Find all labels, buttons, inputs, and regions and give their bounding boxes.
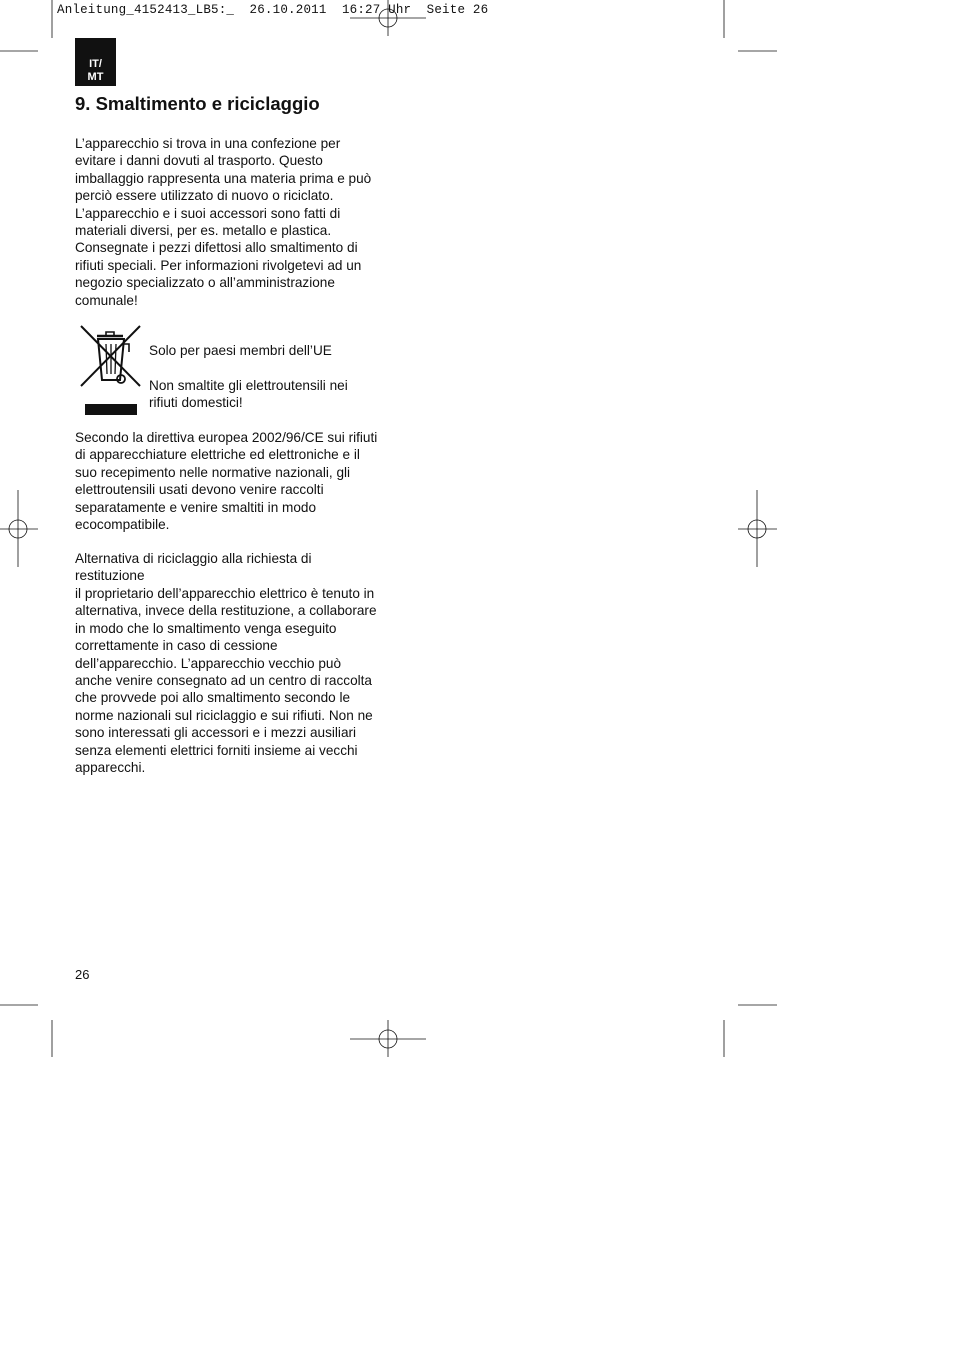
weee-underline-bar bbox=[85, 404, 137, 415]
registration-mark-left-icon bbox=[0, 490, 38, 567]
language-tab-line1: IT/ bbox=[89, 58, 102, 70]
print-slug: Anleitung_4152413_LB5:_ 26.10.2011 16:27 Uhr Seite 26 bbox=[57, 3, 489, 17]
language-tab-line2: MT bbox=[87, 71, 104, 83]
registration-mark-right-icon bbox=[738, 490, 777, 567]
alternative-body: il proprietario dell’apparecchio elettrico è tenuto in alternativa, invece della restituzione, a collaborare in modo che lo smaltimento venga eseguito correttamente in caso di cessione dell’apparecchio. L’apparecchio vecchio può anche venire consegnato ad un centro di raccolta che provvede poi allo smaltimento secondo le norme nazionali sul riciclaggio e sui rifiuti. Non ne sono interessati gli accessori e i mezzi ausiliari senza elementi elettrici forniti insieme ai vecchi apparecchi. bbox=[75, 586, 377, 776]
eu-only-notice: Solo per paesi membri dell’UE bbox=[149, 343, 332, 358]
crossed-out-wheelie-bin-icon bbox=[78, 322, 142, 418]
alternative-title: Alternativa di riciclaggio alla richiesta di restituzione bbox=[75, 551, 312, 584]
section-title: 9. Smaltimento e riciclaggio bbox=[75, 93, 320, 114]
no-household-waste-notice: Non smaltite gli elettroutensili nei rifiuti domestici! bbox=[149, 378, 348, 411]
language-tab bbox=[75, 38, 116, 86]
intro-paragraph: L’apparecchio si trova in una confezione per evitare i danni dovuti al trasporto. Questo imballaggio rappresenta una materia prima e può perciò essere utilizzato di nuovo o riciclato. L’apparecchio e i suoi accessori sono fatti di materiali diversi, per es. metallo e plastica. Consegnate i pezzi difettosi allo smaltimento di rifiuti speciali. Per informazioni rivolgetevi ad un negozio specializzato o all’amministrazione comunale! bbox=[75, 136, 372, 308]
directive-paragraph: Secondo la direttiva europea 2002/96/CE sui rifiuti di apparecchiature elettriche ed elettroniche e il suo recepimento nelle normative nazionali, gli elettroutensili usati devono venire raccolti separatamente e venire smaltiti in modo ecocompatibile. bbox=[75, 430, 378, 533]
registration-mark-top-icon bbox=[350, 0, 426, 36]
registration-mark-bottom-icon bbox=[350, 1020, 426, 1057]
page-number: 26 bbox=[75, 967, 90, 982]
